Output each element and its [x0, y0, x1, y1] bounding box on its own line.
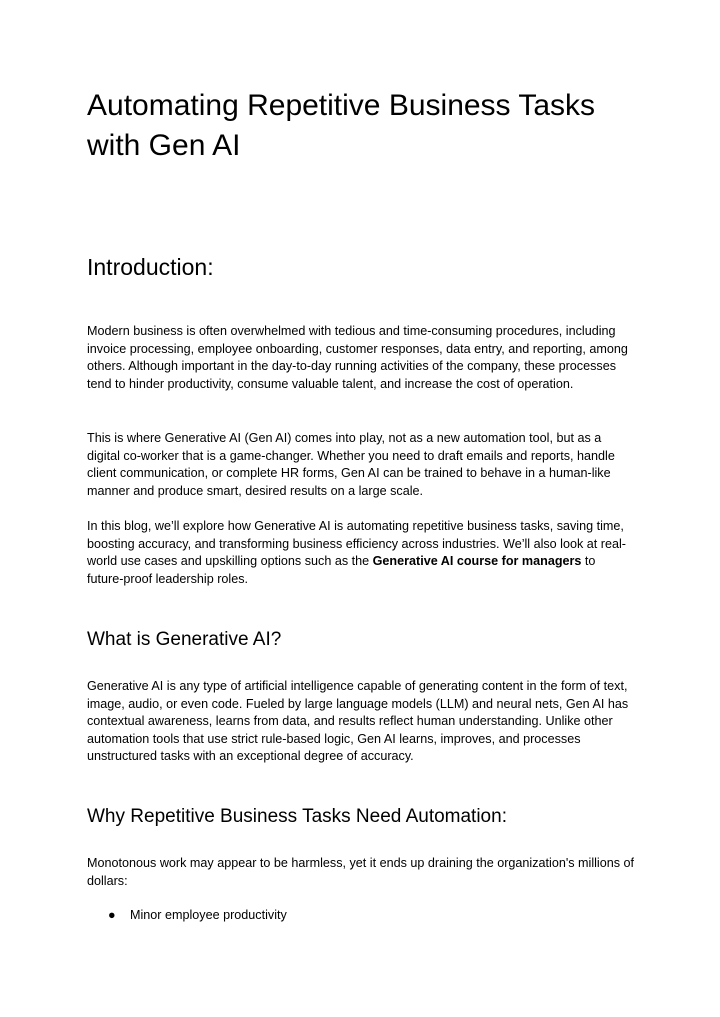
introduction-heading: Introduction: [87, 254, 214, 280]
introduction-paragraph-2: This is where Generative AI (Gen AI) comes into play, not as a new automation tool, but as a digital co-worker that is a game-changer. Whether you need to draft emails and reports, handle client communication, or complete HR forms, Gen AI can be trained to behave in a human-like manner and produce smart, desired results on a large scale. [87, 431, 615, 498]
why-automation-paragraph: Monotonous work may appear to be harmless, yet it ends up draining the organization's millions of dollars: [87, 856, 635, 888]
why-automation-heading: Why Repetitive Business Tasks Need Automation: [87, 806, 507, 827]
paragraph-text: In this blog, we’ll explore how Generative AI is automating repetitive business tasks, saving time, boosting accuracy, and transforming business efficiency across industries. We’ll also look at real-world use cases and upskilling options such as the [87, 519, 626, 568]
document-title: Automating Repetitive Business Tasks with Gen AI [87, 89, 596, 162]
what-is-gen-ai-heading: What is Generative AI? [87, 629, 282, 650]
introduction-paragraph-1: Modern business is often overwhelmed with tedious and time-consuming procedures, including invoice processing, employee onboarding, customer responses, data entry, and reporting, among others. Although important in the day-to-day running activities of the company, these processes tend to hinder productivity, consume valuable talent, and increase the cost of operation. [87, 324, 628, 391]
paragraph-text: to future-proof leadership roles. [87, 554, 596, 586]
bullet-list [87, 907, 287, 925]
what-is-gen-ai-paragraph: Generative AI is any type of artificial intelligence capable of generating content in the form of text, image, audio, or even code. Fueled by large language models (LLM) and neural nets, Gen AI has contextual awareness, learns from data, and results reflect human understanding. Unlike other automation tools that use strict rule-based logic, Gen AI learns, improves, and processes unstructured tasks with an exceptional degree of accuracy. [87, 679, 629, 763]
introduction-paragraph-3 [87, 518, 635, 588]
list-item [87, 907, 287, 925]
list-item-text: Minor employee productivity [130, 908, 287, 922]
course-name-bold: Generative AI course for managers [372, 554, 582, 568]
bullet-icon: ● [108, 908, 116, 922]
